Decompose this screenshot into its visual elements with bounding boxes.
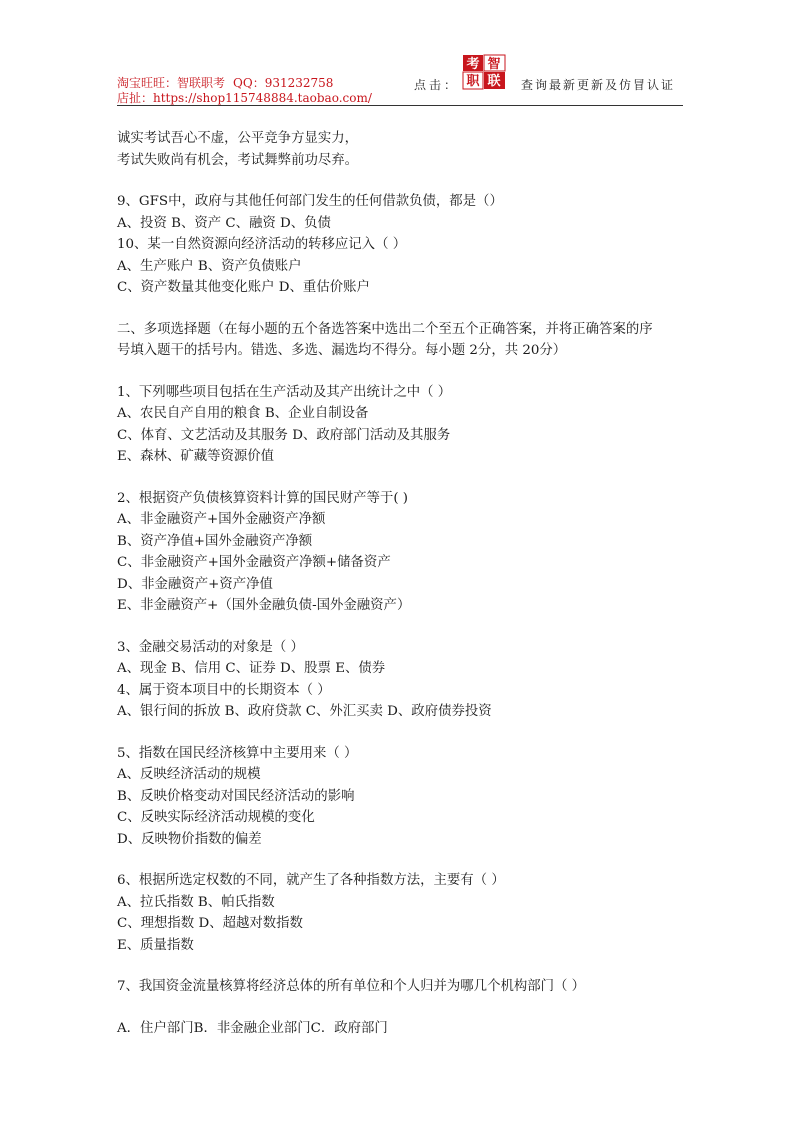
multi-question-4: 4、属于资本项目中的长期资本（ ） bbox=[117, 682, 331, 698]
shop-qq: QQ：931232758 bbox=[233, 76, 334, 90]
option-line: C、理想指数 D、超越对数指数 bbox=[117, 916, 303, 931]
option-line: D、反映物价指数的偏差 bbox=[117, 831, 262, 847]
multi-question-3: 3、金融交易活动的对象是（ ） bbox=[117, 639, 304, 655]
document-body bbox=[117, 128, 687, 1039]
click-label: 点击： bbox=[414, 78, 460, 92]
question-10-options: C、资产数量其他变化账户 D、重估价账户 bbox=[117, 280, 370, 295]
option-line: A、非金融资产+国外金融资产净额 bbox=[117, 512, 326, 527]
option-line: A、现金 B、信用 C、证券 D、股票 E、债券 bbox=[117, 661, 386, 676]
option-line: C、体育、文艺活动及其服务 D、政府部门活动及其服务 bbox=[117, 427, 451, 443]
question-10: 10、某一自然资源向经济活动的转移应记入（ ） bbox=[117, 237, 407, 252]
logo-char-2: 智 bbox=[487, 57, 501, 72]
header-shop-info bbox=[117, 76, 372, 106]
shop-name: 淘宝旺旺：智联职考 bbox=[117, 76, 226, 90]
question-9-options: A、投资 B、资产 C、融资 D、负债 bbox=[117, 215, 331, 231]
option-line: A、农民自产自用的粮食 B、企业自制设备 bbox=[117, 406, 369, 421]
option-line: E、非金融资产+（国外金融负债-国外金融资产） bbox=[117, 598, 411, 613]
multi-question-7: 7、我国资金流量核算将经济总体的所有单位和个人归并为哪几个机构部门（ ） bbox=[117, 979, 586, 994]
slogan-line: 诚实考试吾心不虚，公平竞争方显实力， bbox=[117, 131, 359, 146]
option-line: A、拉氏指数 B、帕氏指数 bbox=[117, 894, 275, 910]
shop-url-link[interactable]: 店扯：https://shop115748884.taobao.com/ bbox=[117, 91, 372, 105]
logo-char-1: 考 bbox=[466, 57, 480, 72]
header-divider bbox=[117, 105, 683, 106]
logo-char-4: 联 bbox=[487, 74, 501, 89]
slogan-line: 考试失败尚有机会，考试舞弊前功尽弃。 bbox=[117, 152, 359, 168]
zhilian-logo-icon[interactable] bbox=[462, 54, 506, 90]
option-line: A．住户部门B．非金融企业部门C．政府部门 bbox=[117, 1020, 388, 1036]
section-2-heading: 号填入题干的括号内。错选、多选、漏选均不得分。每小题 2分，共 20分） bbox=[117, 343, 567, 358]
question-9: 9、GFS中，政府与其他任何部门发生的任何借款负债，都是（） bbox=[117, 194, 503, 209]
question-10-options: A、生产账户 B、资产负债账户 bbox=[117, 258, 302, 274]
option-line: B、资产净值+国外金融资产净额 bbox=[117, 533, 313, 549]
option-line: E、质量指数 bbox=[117, 937, 194, 953]
multi-question-5: 5、指数在国民经济核算中主要用来（ ） bbox=[117, 745, 358, 761]
option-line: A、反映经济活动的规模 bbox=[117, 767, 261, 782]
option-line: C、反映实际经济活动规模的变化 bbox=[117, 810, 315, 825]
option-line: E、森林、矿藏等资源价值 bbox=[117, 449, 275, 464]
option-line: C、非金融资产+国外金融资产净额+储备资产 bbox=[117, 555, 391, 570]
multi-question-1: 1、下列哪些项目包括在生产活动及其产出统计之中（ ） bbox=[117, 384, 452, 400]
multi-question-6: 6、根据所选定权数的不同，就产生了各种指数方法，主要有（ ） bbox=[117, 873, 505, 888]
update-verify-link[interactable]: 查询最新更新及仿冒认证 bbox=[521, 78, 676, 92]
multi-question-2: 2、根据资产负债核算资料计算的国民财产等于( ) bbox=[117, 490, 409, 506]
section-2-heading: 二、多项选择题（在每小题的五个备选答案中选出二个至五个正确答案，并将正确答案的序 bbox=[117, 321, 653, 337]
option-line: B、反映价格变动对国民经济活动的影响 bbox=[117, 788, 355, 804]
option-line: D、非金融资产+资产净值 bbox=[117, 576, 273, 592]
option-line: A、银行间的拆放 B、政府贷款 C、外汇买卖 D、政府债券投资 bbox=[117, 704, 492, 719]
logo-char-3: 职 bbox=[466, 74, 480, 89]
